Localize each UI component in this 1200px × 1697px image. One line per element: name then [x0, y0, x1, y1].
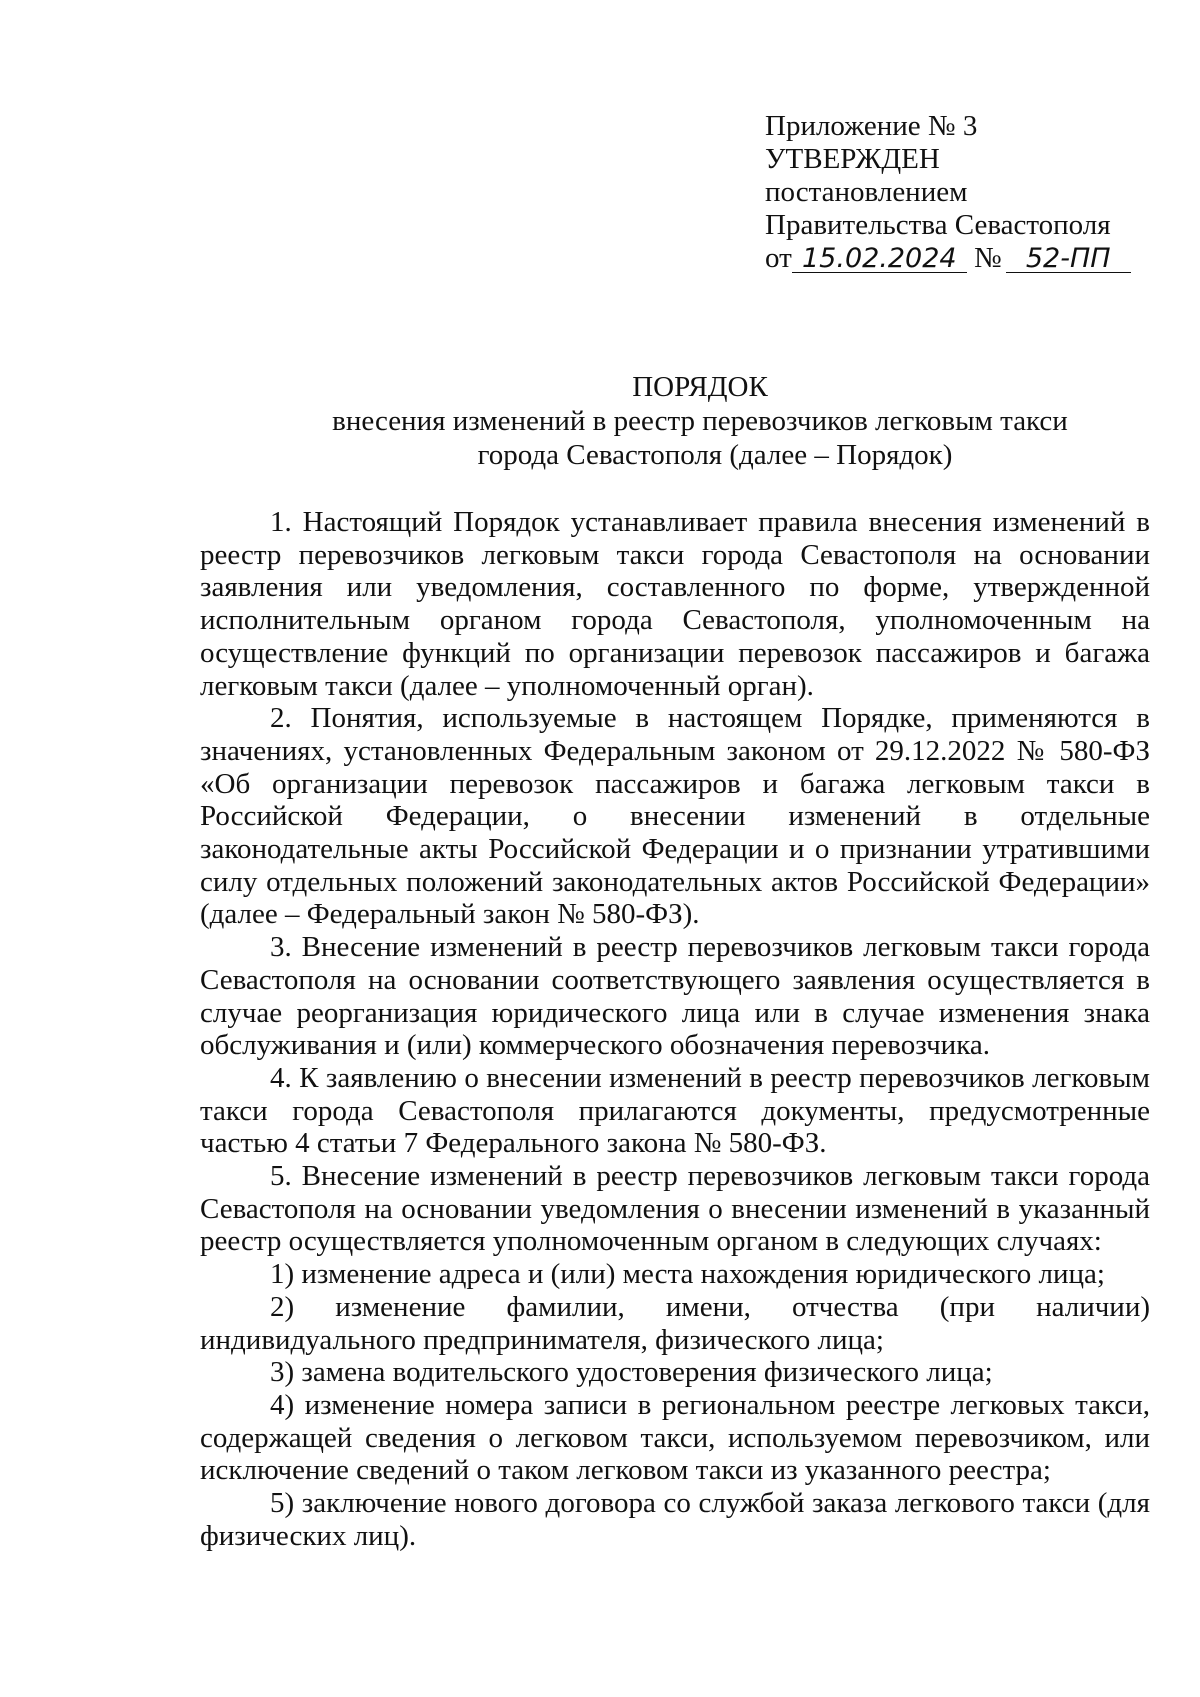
appendix-number: Приложение № 3: [765, 110, 978, 142]
appendix-block: [765, 110, 1185, 275]
list-item-4: 4) изменение номера записи в региональном реестре легковых такси, содержащей сведения о легковом такси, используемом перевозчиком, или исключение сведений о таком легковом такси из указанного реестра;: [200, 1388, 1150, 1487]
approval-decree-text: постановлением: [765, 176, 968, 208]
list-item-5: 5) заключение нового договора со службой заказа легкового такси (для физических лиц).: [200, 1487, 1150, 1552]
paragraph-2: 2. Понятия, используемые в настоящем Порядке, применяются в значениях, установленных Федеральным законом от 29.12.2022 № 580-ФЗ «Об организации перевозок пассажиров и багажа легковым такси в Российской Федерации, о внесении изменений в отдельные законодательные акты Российской Федерации и о признании утратившими силу отдельных положений законодательных актов Российской Федерации» (далее – Федеральный закон № 580-ФЗ).: [200, 702, 1150, 931]
list-item-1: 1) изменение адреса и (или) места нахождения юридического лица;: [270, 1258, 1105, 1291]
number-prefix: №: [974, 242, 1002, 274]
title-subtitle-line2: города Севастополя (далее – Порядок): [477, 439, 953, 471]
title-main: ПОРЯДОК: [632, 371, 768, 403]
paragraph-5: 5. Внесение изменений в реестр перевозчиков легковым такси города Севастополя на основании уведомления о внесении изменений в указанный реестр осуществляется уполномоченным органом в следующих случаях:: [200, 1160, 1150, 1258]
approval-stamp-text: УТВЕРЖДЕН: [765, 143, 940, 175]
approval-date-line: [765, 242, 1185, 275]
list-item-2: 2) изменение фамилии, имени, отчества (при наличии) индивидуального предпринимателя, физического лица;: [200, 1290, 1150, 1356]
approval-authority-text: Правительства Севастополя: [765, 209, 1111, 241]
title-subtitle-line1: внесения изменений в реестр перевозчиков легковым такси: [332, 405, 1068, 437]
handwritten-date: 15.02.2024: [792, 246, 967, 273]
paragraph-1: 1. Настоящий Порядок устанавливает правила внесения изменений в реестр перевозчиков легковым такси города Севастополя на основании заявления или уведомления, составленного по форме, утвержденной исполнительным органом города Севастополя, уполномоченным на осуществление функций по организации перевозок пассажиров и багажа легковым такси (далее – уполномоченный орган).: [200, 506, 1150, 702]
list-item-3: 3) замена водительского удостоверения физического лица;: [270, 1356, 993, 1389]
date-prefix: от: [765, 242, 792, 274]
paragraph-3: 3. Внесение изменений в реестр перевозчиков легковым такси города Севастополя на основании соответствующего заявления осуществляется в случае реорганизация юридического лица или в случае изменения знака обслуживания и (или) коммерческого обозначения перевозчика.: [200, 931, 1150, 1062]
document-title: [200, 370, 1200, 472]
handwritten-number: 52-ПП: [1006, 246, 1131, 273]
document-body: [200, 506, 1150, 1553]
paragraph-4: 4. К заявлению о внесении изменений в реестр перевозчиков легковым такси города Севастополя прилагаются документы, предусмотренные частью 4 статьи 7 Федерального закона № 580-ФЗ.: [200, 1061, 1150, 1160]
